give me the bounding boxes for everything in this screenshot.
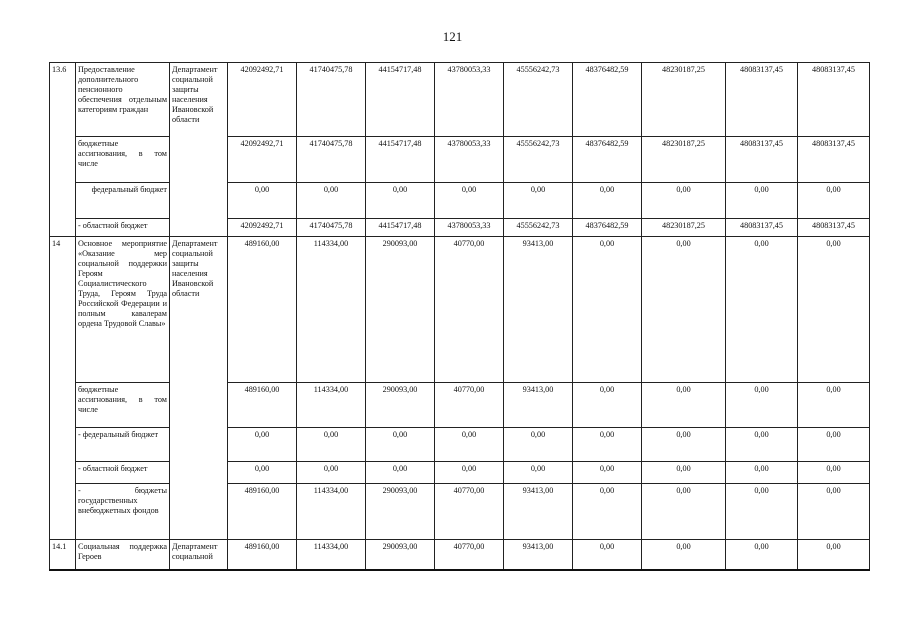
value-cell: 0,00 xyxy=(297,183,366,219)
value-cell: 0,00 xyxy=(642,237,726,383)
value-cell: 114334,00 xyxy=(297,540,366,570)
page-number: 121 xyxy=(442,29,463,44)
value-cell: 290093,00 xyxy=(366,484,435,540)
value-cell: 0,00 xyxy=(573,540,642,570)
value-cell: 290093,00 xyxy=(366,540,435,570)
value-cell: 489160,00 xyxy=(228,484,297,540)
value-cell: 290093,00 xyxy=(366,383,435,428)
value-cell: 0,00 xyxy=(642,462,726,484)
value-cell: 114334,00 xyxy=(297,383,366,428)
value-cell: 0,00 xyxy=(798,462,870,484)
value-cell: 0,00 xyxy=(726,383,798,428)
value-cell: 43780053,33 xyxy=(435,63,504,137)
value-cell: 0,00 xyxy=(642,183,726,219)
value-cell: 0,00 xyxy=(726,540,798,570)
value-cell: 40770,00 xyxy=(435,540,504,570)
value-cell: 48230187,25 xyxy=(642,63,726,137)
value-cell: 43780053,33 xyxy=(435,137,504,183)
value-cell: 93413,00 xyxy=(504,237,573,383)
value-cell: 489160,00 xyxy=(228,237,297,383)
value-cell: 44154717,48 xyxy=(366,137,435,183)
value-cell: 41740475,78 xyxy=(297,219,366,237)
value-cell: 45556242,73 xyxy=(504,137,573,183)
value-cell: 0,00 xyxy=(297,462,366,484)
value-cell: 0,00 xyxy=(435,428,504,462)
row-code: 14.1 xyxy=(50,540,76,570)
value-cell: 48083137,45 xyxy=(798,63,870,137)
value-cell: 0,00 xyxy=(798,237,870,383)
value-cell: 0,00 xyxy=(642,428,726,462)
row-code: 13.6 xyxy=(50,63,76,237)
row-name: - федеральный бюджет xyxy=(76,428,170,462)
value-cell: 93413,00 xyxy=(504,383,573,428)
value-cell: 0,00 xyxy=(798,428,870,462)
value-cell: 0,00 xyxy=(435,462,504,484)
value-cell: 44154717,48 xyxy=(366,63,435,137)
value-cell: 0,00 xyxy=(297,428,366,462)
value-cell: 41740475,78 xyxy=(297,63,366,137)
row-name: - областной бюджет xyxy=(76,219,170,237)
value-cell: 0,00 xyxy=(573,462,642,484)
value-cell: 0,00 xyxy=(366,462,435,484)
value-cell: 40770,00 xyxy=(435,383,504,428)
value-cell: 42092492,71 xyxy=(228,219,297,237)
value-cell: 489160,00 xyxy=(228,383,297,428)
value-cell: 0,00 xyxy=(642,383,726,428)
row-name: Основное мероприятие «Оказание мер социальной поддержки Героям Социалистического Труда, Героям Труда Российской Федерации и полным кавалерам ордена Трудовой Славы» xyxy=(76,237,170,383)
table-row xyxy=(50,237,870,383)
value-cell: 489160,00 xyxy=(228,540,297,570)
value-cell: 93413,00 xyxy=(504,540,573,570)
value-cell: 0,00 xyxy=(642,484,726,540)
table-row xyxy=(50,63,870,137)
value-cell: 0,00 xyxy=(642,540,726,570)
value-cell: 0,00 xyxy=(504,428,573,462)
value-cell: 48083137,45 xyxy=(798,137,870,183)
value-cell: 93413,00 xyxy=(504,484,573,540)
value-cell: 48083137,45 xyxy=(726,137,798,183)
value-cell: 0,00 xyxy=(228,462,297,484)
row-executor: Департамент социальной защиты населения Ивановской области xyxy=(170,63,228,237)
value-cell: 48230187,25 xyxy=(642,137,726,183)
value-cell: 44154717,48 xyxy=(366,219,435,237)
value-cell: 0,00 xyxy=(435,183,504,219)
value-cell: 0,00 xyxy=(726,462,798,484)
value-cell: 0,00 xyxy=(366,428,435,462)
value-cell: 0,00 xyxy=(798,383,870,428)
row-code: 14 xyxy=(50,237,76,540)
value-cell: 0,00 xyxy=(573,237,642,383)
row-name: - бюджеты государственных внебюджетных фондов xyxy=(76,484,170,540)
row-name: Предоставление дополнительного пенсионного обеспечения отдельным категориям граждан xyxy=(76,63,170,137)
value-cell: 0,00 xyxy=(366,183,435,219)
value-cell: 45556242,73 xyxy=(504,219,573,237)
value-cell: 48083137,45 xyxy=(726,63,798,137)
row-name: бюджетные ассигнования, в том числе xyxy=(76,383,170,428)
value-cell: 0,00 xyxy=(573,484,642,540)
row-executor: Департамент социальной защиты населения Ивановской области xyxy=(170,237,228,540)
value-cell: 0,00 xyxy=(798,484,870,540)
row-name: федеральный бюджет xyxy=(76,183,170,219)
value-cell: 0,00 xyxy=(504,183,573,219)
value-cell: 0,00 xyxy=(228,183,297,219)
value-cell: 0,00 xyxy=(573,428,642,462)
value-cell: 48230187,25 xyxy=(642,219,726,237)
row-name: бюджетные ассигнования, в том числе xyxy=(76,137,170,183)
value-cell: 0,00 xyxy=(228,428,297,462)
row-name: - областной бюджет xyxy=(76,462,170,484)
value-cell: 45556242,73 xyxy=(504,63,573,137)
value-cell: 0,00 xyxy=(798,540,870,570)
value-cell: 48376482,59 xyxy=(573,137,642,183)
value-cell: 0,00 xyxy=(573,383,642,428)
value-cell: 0,00 xyxy=(726,484,798,540)
value-cell: 0,00 xyxy=(726,183,798,219)
value-cell: 114334,00 xyxy=(297,484,366,540)
row-executor: Департамент социальной xyxy=(170,540,228,570)
value-cell: 41740475,78 xyxy=(297,137,366,183)
value-cell: 48376482,59 xyxy=(573,63,642,137)
value-cell: 290093,00 xyxy=(366,237,435,383)
value-cell: 42092492,71 xyxy=(228,63,297,137)
value-cell: 48083137,45 xyxy=(726,219,798,237)
value-cell: 42092492,71 xyxy=(228,137,297,183)
value-cell: 114334,00 xyxy=(297,237,366,383)
value-cell: 48083137,45 xyxy=(798,219,870,237)
value-cell: 48376482,59 xyxy=(573,219,642,237)
value-cell: 0,00 xyxy=(726,428,798,462)
value-cell: 43780053,33 xyxy=(435,219,504,237)
budget-table xyxy=(49,62,870,571)
value-cell: 40770,00 xyxy=(435,237,504,383)
table-row xyxy=(50,540,870,570)
value-cell: 0,00 xyxy=(798,183,870,219)
value-cell: 40770,00 xyxy=(435,484,504,540)
value-cell: 0,00 xyxy=(726,237,798,383)
row-name: Социальная поддержка Героев xyxy=(76,540,170,570)
value-cell: 0,00 xyxy=(573,183,642,219)
value-cell: 0,00 xyxy=(504,462,573,484)
